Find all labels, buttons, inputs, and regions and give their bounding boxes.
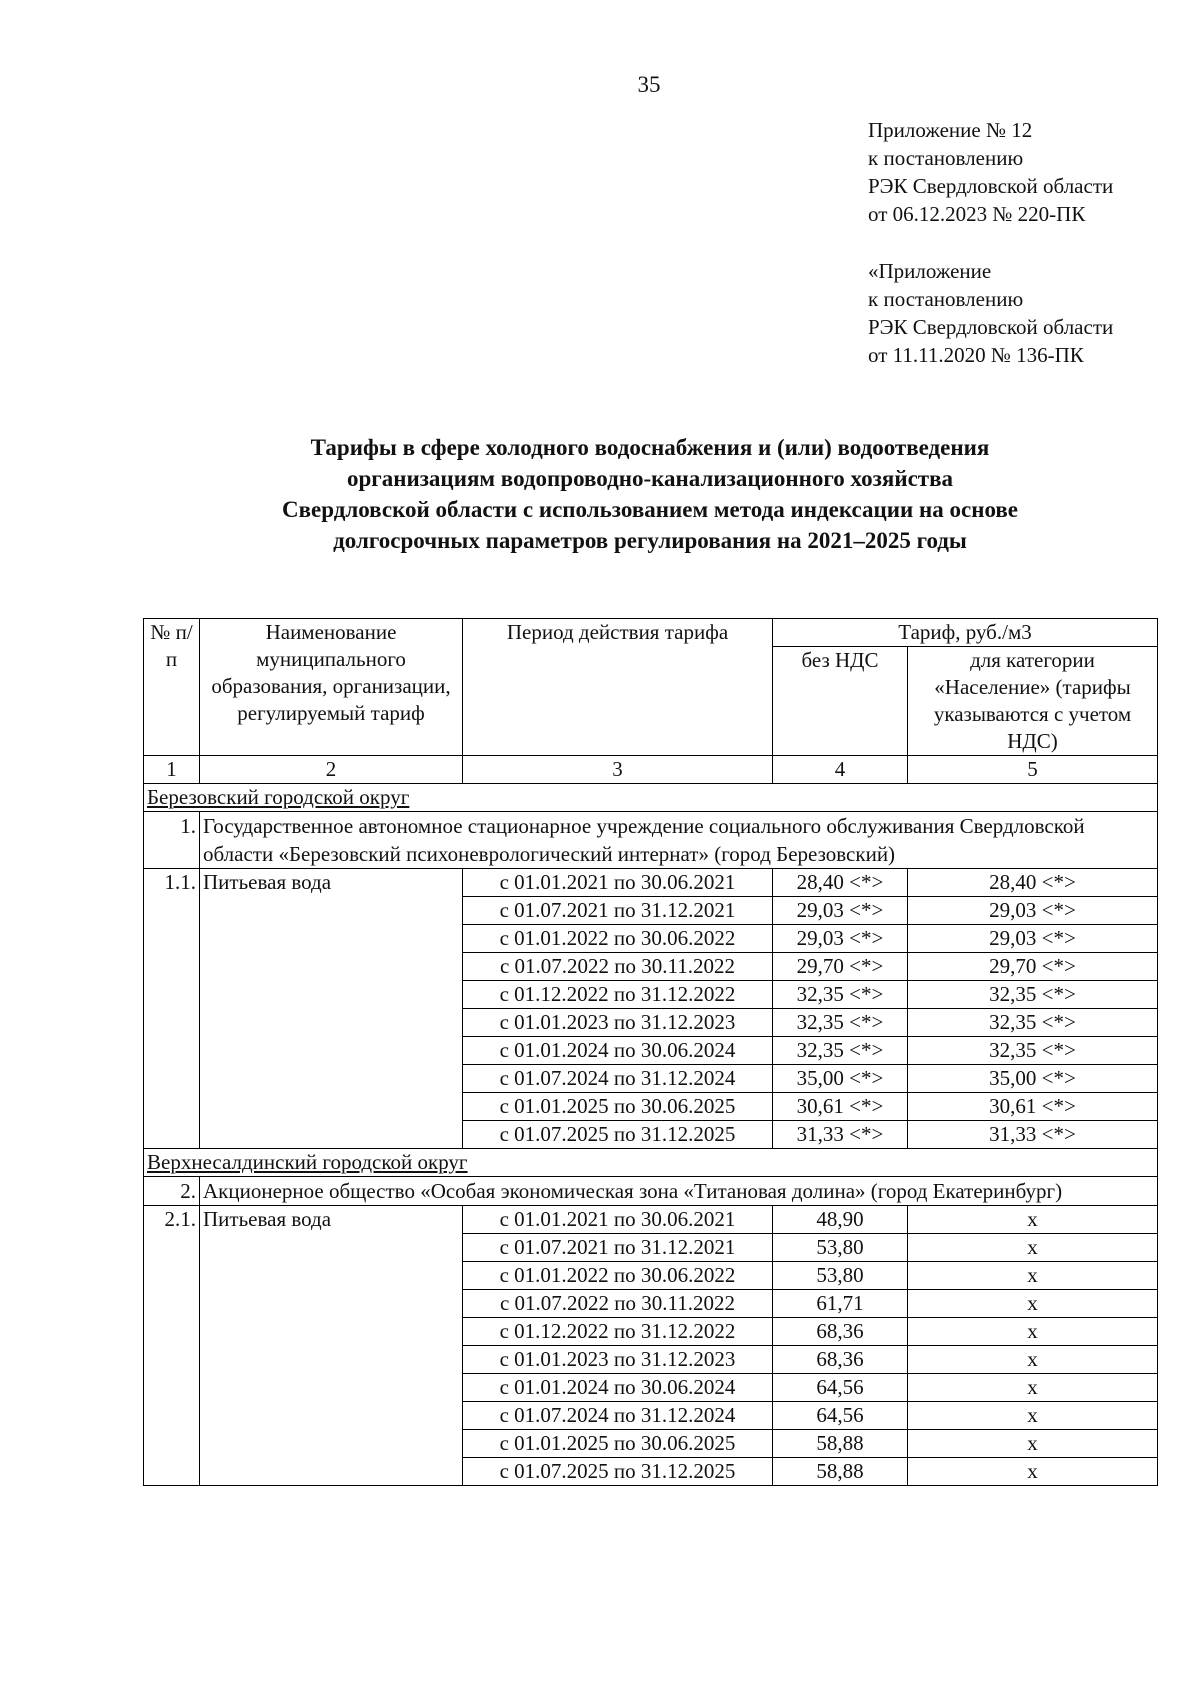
- org-name: Государственное автономное стационарное учреждение социального обслуживания Свердловской области «Березовский психоневрологический интернат» (город Березовский): [200, 812, 1158, 869]
- annex-line: к постановлению: [868, 287, 1024, 311]
- period-cell: с 01.01.2023 по 31.12.2023: [463, 1346, 773, 1374]
- title-line: Свердловской области с использованием метода индексации на основе: [281, 497, 1019, 522]
- period-cell: с 01.07.2025 по 31.12.2025: [463, 1121, 773, 1149]
- tariff-population-cell: x: [908, 1346, 1158, 1374]
- annex-line: РЭК Свердловской области: [868, 315, 1114, 339]
- tariff-no-vat-cell: 32,35 <*>: [773, 981, 908, 1009]
- period-cell: с 01.01.2021 по 30.06.2021: [463, 869, 773, 897]
- tariff-population-cell: 29,03 <*>: [908, 897, 1158, 925]
- district-row: [144, 784, 1158, 812]
- item-number: 1.1.: [144, 869, 200, 1149]
- tariff-population-cell: x: [908, 1458, 1158, 1486]
- item-name: Питьевая вода: [200, 1206, 463, 1486]
- column-number: 2: [200, 756, 463, 784]
- district-name: Березовский городской округ: [144, 784, 1158, 812]
- tariff-population-cell: 30,61 <*>: [908, 1093, 1158, 1121]
- item-number: 2.1.: [144, 1206, 200, 1486]
- tariff-no-vat-cell: 28,40 <*>: [773, 869, 908, 897]
- period-cell: с 01.07.2024 по 31.12.2024: [463, 1065, 773, 1093]
- tariff-no-vat-cell: 58,88: [773, 1458, 908, 1486]
- period-cell: с 01.01.2021 по 30.06.2021: [463, 1206, 773, 1234]
- tariff-population-cell: x: [908, 1262, 1158, 1290]
- tariff-no-vat-cell: 32,35 <*>: [773, 1009, 908, 1037]
- org-number: 1.: [144, 812, 200, 869]
- period-cell: с 01.07.2025 по 31.12.2025: [463, 1458, 773, 1486]
- table-row: [144, 1206, 1158, 1234]
- column-number: 3: [463, 756, 773, 784]
- tariff-no-vat-cell: 29,70 <*>: [773, 953, 908, 981]
- header-tariff: Тариф, руб./м3: [773, 619, 1158, 647]
- tariff-no-vat-cell: 31,33 <*>: [773, 1121, 908, 1149]
- org-number: 2.: [144, 1177, 200, 1206]
- tariff-population-cell: x: [908, 1374, 1158, 1402]
- title-line: организациям водопроводно-канализационного хозяйства: [346, 466, 954, 491]
- period-cell: с 01.01.2024 по 30.06.2024: [463, 1037, 773, 1065]
- tariff-population-cell: 31,33 <*>: [908, 1121, 1158, 1149]
- title-line: Тарифы в сфере холодного водоснабжения и (или) водоотведения: [310, 435, 990, 460]
- column-number: 4: [773, 756, 908, 784]
- tariff-population-cell: 29,03 <*>: [908, 925, 1158, 953]
- tariff-population-cell: x: [908, 1206, 1158, 1234]
- column-number: 1: [144, 756, 200, 784]
- organization-row: [144, 1177, 1158, 1206]
- title-line: долгосрочных параметров регулирования на 2021–2025 годы: [333, 528, 967, 553]
- annex-line: от 06.12.2023 № 220-ПК: [868, 202, 1086, 226]
- tariff-population-cell: x: [908, 1290, 1158, 1318]
- tariff-population-cell: x: [908, 1318, 1158, 1346]
- period-cell: с 01.07.2022 по 30.11.2022: [463, 1290, 773, 1318]
- tariff-no-vat-cell: 53,80: [773, 1234, 908, 1262]
- period-cell: с 01.01.2022 по 30.06.2022: [463, 925, 773, 953]
- column-number: 5: [908, 756, 1158, 784]
- document-title: [143, 432, 1157, 556]
- tariff-table: [143, 618, 1158, 1486]
- district-row: [144, 1149, 1158, 1177]
- org-name: Акционерное общество «Особая экономическая зона «Титановая долина» (город Екатеринбург): [200, 1177, 1158, 1206]
- tariff-population-cell: x: [908, 1234, 1158, 1262]
- district-name: Верхнесалдинский городской округ: [144, 1149, 1158, 1177]
- header-no-vat: без НДС: [773, 647, 908, 756]
- period-cell: с 01.12.2022 по 31.12.2022: [463, 981, 773, 1009]
- table-row: [144, 869, 1158, 897]
- tariff-no-vat-cell: 29,03 <*>: [773, 925, 908, 953]
- tariff-no-vat-cell: 68,36: [773, 1318, 908, 1346]
- tariff-population-cell: x: [908, 1430, 1158, 1458]
- tariff-population-cell: 32,35 <*>: [908, 1037, 1158, 1065]
- tariff-population-cell: x: [908, 1402, 1158, 1430]
- tariff-no-vat-cell: 32,35 <*>: [773, 1037, 908, 1065]
- tariff-population-cell: 32,35 <*>: [908, 981, 1158, 1009]
- tariff-no-vat-cell: 29,03 <*>: [773, 897, 908, 925]
- period-cell: с 01.01.2022 по 30.06.2022: [463, 1262, 773, 1290]
- tariff-no-vat-cell: 35,00 <*>: [773, 1065, 908, 1093]
- tariff-no-vat-cell: 53,80: [773, 1262, 908, 1290]
- annex-line: к постановлению: [868, 146, 1024, 170]
- header-population: для категории «Население» (тарифы указываются с учетом НДС): [908, 647, 1158, 756]
- annex-line: «Приложение: [868, 259, 992, 283]
- item-name: Питьевая вода: [200, 869, 463, 1149]
- tariff-population-cell: 28,40 <*>: [908, 869, 1158, 897]
- header-num: № п/п: [144, 619, 200, 756]
- annex-current: [868, 116, 1113, 228]
- tariff-no-vat-cell: 30,61 <*>: [773, 1093, 908, 1121]
- annex-line: от 11.11.2020 № 136-ПК: [868, 343, 1084, 367]
- period-cell: с 01.07.2021 по 31.12.2021: [463, 1234, 773, 1262]
- period-cell: с 01.07.2024 по 31.12.2024: [463, 1402, 773, 1430]
- page-number: 35: [637, 72, 661, 97]
- period-cell: с 01.01.2023 по 31.12.2023: [463, 1009, 773, 1037]
- tariff-no-vat-cell: 68,36: [773, 1346, 908, 1374]
- tariff-no-vat-cell: 64,56: [773, 1374, 908, 1402]
- tariff-no-vat-cell: 58,88: [773, 1430, 908, 1458]
- organization-row: [144, 812, 1158, 869]
- tariff-no-vat-cell: 64,56: [773, 1402, 908, 1430]
- header-name: Наименование муниципального образования, организации, регулируемый тариф: [200, 619, 463, 756]
- period-cell: с 01.01.2024 по 30.06.2024: [463, 1374, 773, 1402]
- tariff-no-vat-cell: 61,71: [773, 1290, 908, 1318]
- tariff-population-cell: 32,35 <*>: [908, 1009, 1158, 1037]
- header-period: Период действия тарифа: [463, 619, 773, 756]
- period-cell: с 01.07.2022 по 30.11.2022: [463, 953, 773, 981]
- period-cell: с 01.01.2025 по 30.06.2025: [463, 1430, 773, 1458]
- annex-original: [868, 257, 1113, 369]
- period-cell: с 01.07.2021 по 31.12.2021: [463, 897, 773, 925]
- annex-line: Приложение № 12: [868, 118, 1033, 142]
- tariff-no-vat-cell: 48,90: [773, 1206, 908, 1234]
- period-cell: с 01.01.2025 по 30.06.2025: [463, 1093, 773, 1121]
- tariff-population-cell: 29,70 <*>: [908, 953, 1158, 981]
- period-cell: с 01.12.2022 по 31.12.2022: [463, 1318, 773, 1346]
- annex-line: РЭК Свердловской области: [868, 174, 1114, 198]
- tariff-population-cell: 35,00 <*>: [908, 1065, 1158, 1093]
